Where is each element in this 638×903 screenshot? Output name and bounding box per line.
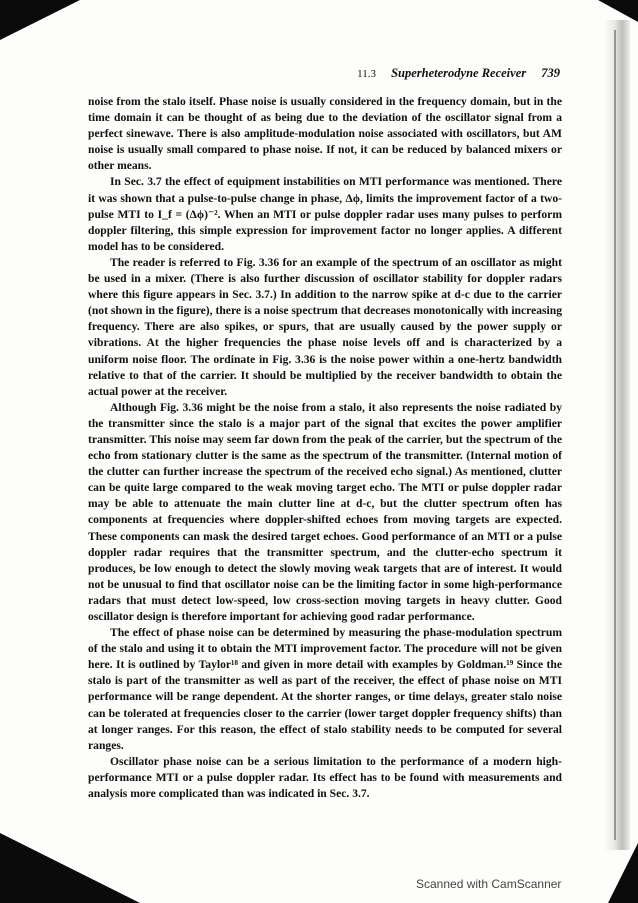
book-spine-edge — [614, 30, 616, 840]
scan-corner-top-left — [0, 0, 80, 40]
body-text — [88, 94, 562, 802]
running-header — [88, 66, 560, 81]
chapter-title: Superheterodyne Receiver — [391, 66, 527, 80]
book-spine-shadow — [604, 20, 630, 850]
section-number: 11.3 — [357, 68, 376, 80]
paragraph: In Sec. 3.7 the effect of equipment instabilities on MTI performance was mentioned. There it was shown that a pulse-to-pulse change in phase, Δϕ, limits the improvement factor of a two-pulse MTI to I_f = (Δϕ)⁻². When an MTI or pulse doppler radar uses many pulses to perform doppler filtering, this simple expression for improvement factor no longer applies. A different model has to be considered. — [88, 175, 562, 253]
paragraph: Oscillator phase noise can be a serious limitation to the performance of a modern high-performance MTI or a pulse doppler radar. Its effect has to be found with measurements and analysis more complicated than was indicated in Sec. 3.7. — [88, 754, 562, 801]
paragraph: noise from the stalo itself. Phase noise is usually considered in the frequency domain, but in the time domain it can be thought of as being due to the deviation of the oscillator signal from a perfect sinewave. There is also amplitude-modulation noise associated with oscillators, but AM noise is usually small compared to phase noise. If not, it can be reduced by balanced mixers or other means. — [88, 95, 562, 173]
paragraph: Although Fig. 3.36 might be the noise from a stalo, it also represents the noise radiated by the transmitter since the stalo is a major part of the signal that excites the power amplifier transmitter. This noise may seem far down from the peak of the carrier, but the spectrum of the echo from stationary clutter is the same as the spectrum of the transmitter. (Internal motion of the clutter can further increase the spectrum of the received echo signal.) As mentioned, clutter can be quite large compared to the weak moving target echo. The MTI or pulse doppler radar may be able to attenuate the main clutter line at d-c, but the clutter spectrum often has components at frequencies where doppler-shifted echoes from moving targets are expected. These components can mask the desired target echoes. Good performance of an MTI or a pulse doppler radar requires that the transmitter spectrum, and the clutter-echo spectrum it produces, be low enough to detect the slowly moving weak targets that are of interest. It would not be unusual to find that oscillator noise can be the limiting factor in some high-performance radars that must detect low-speed, low cross-section moving targets in heavy clutter. Good oscillator design is therefore important for achieving good radar performance. — [88, 400, 562, 623]
scanner-watermark: Scanned with CamScanner — [416, 877, 562, 891]
scan-corner-bottom-right — [608, 843, 638, 903]
scan-corner-top-right — [598, 0, 638, 22]
paragraph: The effect of phase noise can be determined by measuring the phase-modulation spectrum of the stalo and using it to obtain the MTI improvement factor. The procedure will not be given here. It is outlined by Taylor¹⁸ and given in more detail with examples by Goldman.¹⁹ Since the stalo is part of the transmitter as well as part of the receiver, the effect of phase noise on MTI performance will be range dependent. At the shorter ranges, or time delays, greater stalo noise can be tolerated at frequencies closer to the carrier (lower target doppler frequency shifts) than at longer ranges. For this reason, the effect of stalo stability needs to be computed for several ranges. — [88, 626, 562, 752]
scan-corner-bottom-left — [0, 833, 140, 903]
page-number: 739 — [541, 66, 560, 80]
paragraph: The reader is referred to Fig. 3.36 for an example of the spectrum of an oscillator as might be used in a mixer. (There is also further discussion of oscillator stability for doppler radars where this figure appears in Sec. 3.7.) In addition to the narrow spike at d-c due to the carrier (not shown in the figure), there is a noise spectrum that decreases monotonically with increasing frequency. There are also spikes, or spurs, that are usually caused by the power supply or vibrations. At the higher frequencies the phase noise levels off and is characterized by a uniform noise floor. The ordinate in Fig. 3.36 is the noise power within a one-hertz bandwidth relative to that of the carrier. It should be multiplied by the receiver bandwidth to obtain the actual power at the receiver. — [88, 255, 562, 398]
